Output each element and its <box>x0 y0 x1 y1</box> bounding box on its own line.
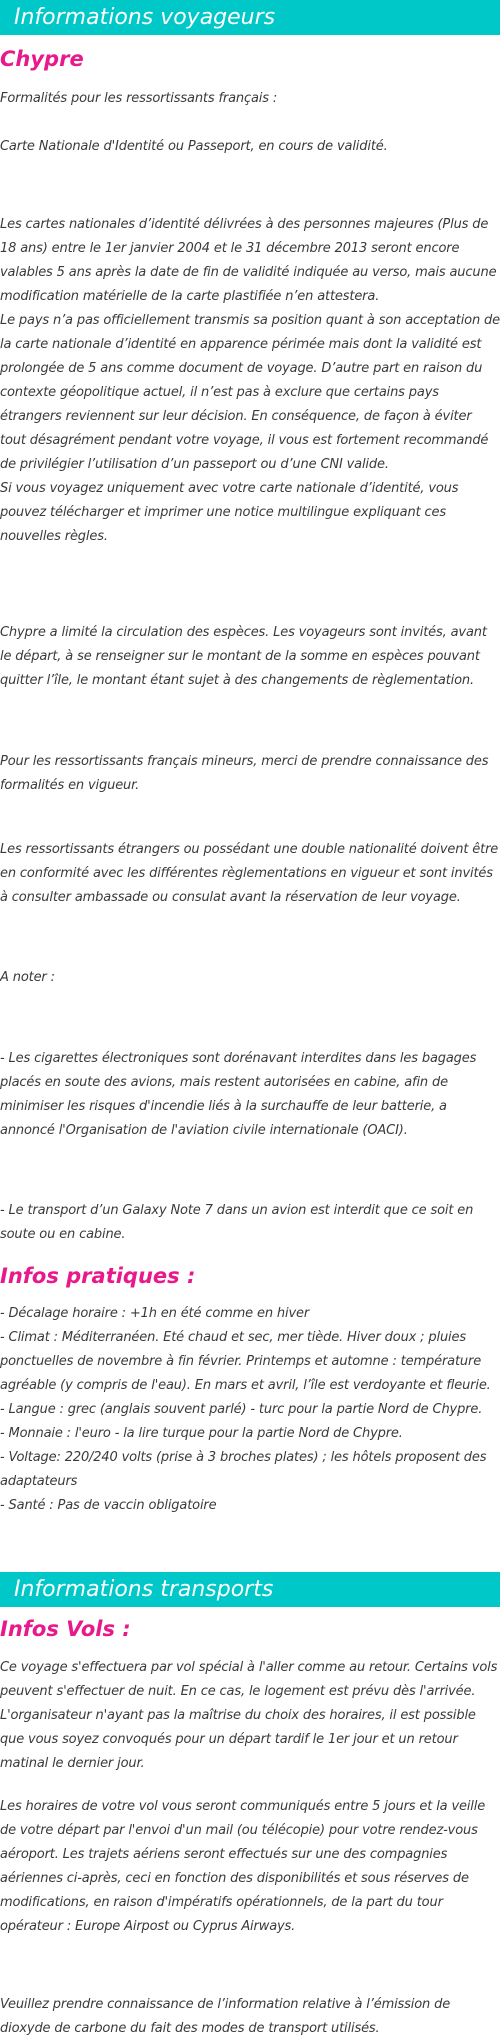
documents-text: Carte Nationale d'Identité ou Passeport, en cours de validité. <box>0 139 388 154</box>
list-item: - Voltage: 220/240 volts (prise à 3 broches plates) ; les hôtels proposent des adaptateurs <box>0 1450 487 1489</box>
vols-paragraph-2: Les horaires de votre vol vous seront communiqués entre 5 jours et la veille de votre départ par l'envoi d'un mail (ou télécopie) pour votre rendez-vous aéroport. Les trajets aériens seront effectués sur une des compagnies aériennes ci-après, ceci en fonction des disponibilités et sous réserves de modifications, en raison d'impératifs opérationnels, de la part du tour opérateur : Europe Airpost ou Cyprus Airways. <box>0 1799 486 1934</box>
vols-title: Infos Vols : <box>0 1617 131 1641</box>
cigarettes-note: - Les cigarettes électroniques sont dorénavant interdites dans les bagages placés en soute des avions, mais restent autorisées en cabine, afin de minimiser les risques d'incendie liés à la surchauffe de leur batterie, a annoncé l'Organisation de l'aviation civile internationale (OACI). <box>0 1051 477 1138</box>
pratiques-title: Infos pratiques : <box>0 1264 196 1288</box>
voyageurs-banner <box>0 0 500 35</box>
galaxy-note: - Le transport d’un Galaxy Note 7 dans un avion est interdit que ce soit en soute ou en cabine. <box>0 1203 474 1242</box>
cni-paragraph-2: Le pays n’a pas officiellement transmis sa position quant à son acceptation de la carte nationale d’identité en apparence périmée mais dont la validité est prolongée de 5 ans comme document de voyage. D’autre part en raison du contexte géopolitique actuel, il n’est pas à exclure que certains pays étrangers reviennent sur leur décision. En conséquence, de façon à éviter tout désagrément pendant votre voyage, il vous est fortement recommandé de privilégier l’utilisation d’un passeport ou d’une CNI valide. <box>0 313 500 472</box>
list-item: - Décalage horaire : +1h en été comme en hiver <box>0 1306 310 1321</box>
country-title: Chypre <box>0 47 84 71</box>
especes-paragraph: Chypre a limité la circulation des espèces. Les voyageurs sont invités, avant le départ, à se renseigner sur le montant de la somme en espèces pouvant quitter l’île, le montant étant sujet à des changements de règlementation. <box>0 625 487 688</box>
list-item: - Santé : Pas de vaccin obligatoire <box>0 1498 217 1513</box>
list-item: - Langue : grec (anglais souvent parlé) - turc pour la partie Nord de Chypre. <box>0 1402 483 1417</box>
formalites-intro: Formalités pour les ressortissants français : <box>0 91 278 106</box>
mineurs-paragraph: Pour les ressortissants français mineurs, merci de prendre connaissance des formalités en vigueur. <box>0 754 489 793</box>
cni-paragraph-3: Si vous voyagez uniquement avec votre carte nationale d’identité, vous pouvez télécharger et imprimer une notice multilingue expliquant ces nouvelles règles. <box>0 481 459 544</box>
co2-paragraph: Veuillez prendre connaissance de l’information relative à l’émission de dioxyde de carbone du fait des modes de transport utilisés. <box>0 1997 451 2036</box>
transports-banner <box>0 1572 500 1607</box>
pratiques-list <box>0 1302 500 1518</box>
voyageurs-banner-title: Informations voyageurs <box>14 5 276 30</box>
vols-paragraph-1: Ce voyage s'effectuera par vol spécial à l'aller comme au retour. Certains vols peuvent s'effectuer de nuit. En ce cas, le logement est prévu dès l'arrivée. L'organisateur n'ayant pas la maîtrise du choix des horaires, il est possible que vous soyez convoqués pour un départ tardif le 1er jour et un retour matinal le dernier jour. <box>0 1660 498 1771</box>
list-item: - Climat : Méditerranéen. Eté chaud et sec, mer tiède. Hiver doux ; pluies ponctuelles de novembre à fin février. Printemps et automne : température agréable (y compris de l'eau). En mars et avril, l’île est verdoyante et fleurie. <box>0 1330 491 1393</box>
transports-banner-title: Informations transports <box>14 1577 274 1602</box>
cni-paragraph-1: Les cartes nationales d’identité délivrées à des personnes majeures (Plus de 18 ans) entre le 1er janvier 2004 et le 31 décembre 2013 seront encore valables 5 ans après la date de fin de validité indiquée au verso, mais aucune modification matérielle de la carte plastifiée n’en attestera. <box>0 217 497 304</box>
etrangers-paragraph: Les ressortissants étrangers ou possédant une double nationalité doivent être en conformité avec les différentes règlementations en vigueur et sont invités à consulter ambassade ou consulat avant la réservation de leur voyage. <box>0 842 499 905</box>
a-noter-label: A noter : <box>0 970 55 985</box>
list-item: - Monnaie : l'euro - la lire turque pour la partie Nord de Chypre. <box>0 1426 403 1441</box>
